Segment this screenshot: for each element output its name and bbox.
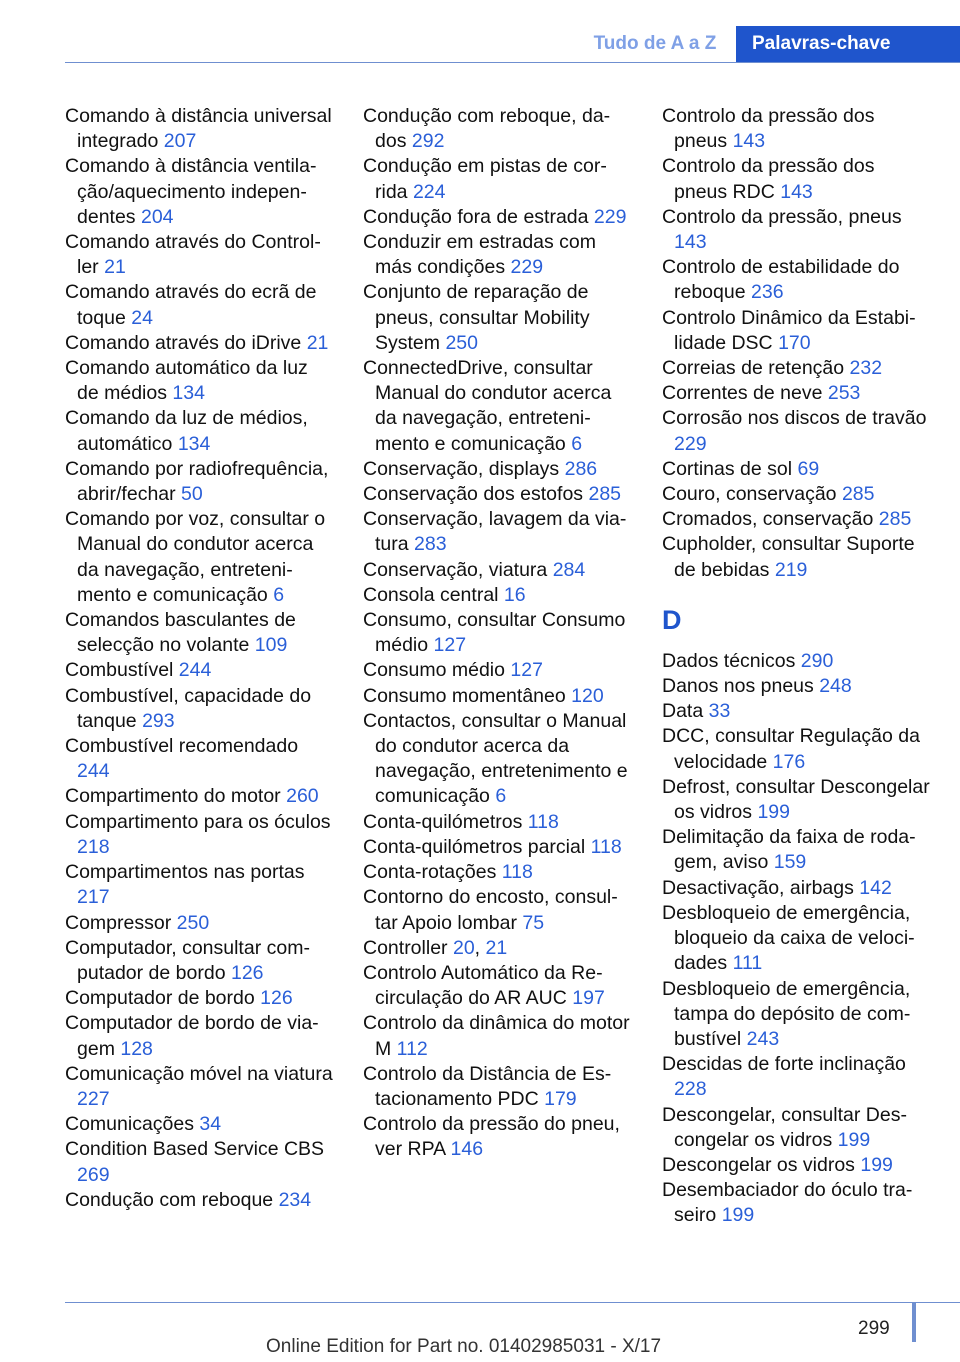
page-link[interactable]: 16: [503, 583, 526, 606]
index-entry: [662, 699, 930, 724]
index-entry-text: Conta-quilómetros: [363, 810, 523, 833]
index-entry-text: Comando da luz de médios, automático: [65, 407, 308, 455]
page-link[interactable]: 269: [77, 1163, 110, 1186]
index-entry: [662, 406, 930, 456]
page-link[interactable]: 6: [273, 583, 285, 606]
index-entry: [65, 507, 333, 608]
index-entry: [363, 507, 631, 557]
index-entry-text: Controller: [363, 936, 448, 959]
page-link[interactable]: 111: [732, 952, 763, 975]
index-entry: [65, 1137, 333, 1187]
index-entry: [65, 1062, 333, 1112]
index-entry: [363, 835, 631, 860]
index-entry: [662, 507, 930, 532]
index-entry-text: Condition Based Service CBS: [65, 1138, 325, 1161]
index-entry-text: Consumo, consultar Consumo médio: [363, 609, 626, 657]
index-entry-text: Comandos basculantes de selecção no volante: [65, 609, 296, 657]
index-entry: [65, 154, 333, 230]
index-entry: [65, 1011, 333, 1061]
index-entry: [363, 961, 631, 1011]
page-link[interactable]: 143: [674, 231, 707, 254]
index-entry: [363, 457, 631, 482]
index-entry-text: Conta-quilómetros parcial: [363, 835, 586, 858]
index-entry-text: Controlo da dinâmica do motor M: [363, 1012, 630, 1060]
index-entry-text: Compressor: [65, 911, 172, 934]
page-link[interactable]: 218: [77, 835, 110, 858]
page-link[interactable]: 34: [199, 1113, 222, 1136]
page-link[interactable]: 118: [590, 835, 622, 858]
index-entry-text: Descongelar, consultar Descongelar os vidros: [662, 1103, 907, 1151]
index-entry-text: Condução com reboque: [65, 1188, 274, 1211]
edition-text: Online Edition for Part no. 01402985031 - X/17: [266, 1336, 662, 1357]
index-entry: [65, 406, 333, 456]
page-link[interactable]: 217: [77, 886, 110, 909]
index-entry: [662, 457, 930, 482]
page-link[interactable]: 293: [142, 709, 175, 732]
page-link[interactable]: 207: [163, 130, 197, 153]
page-link[interactable]: 227: [77, 1087, 110, 1110]
index-entry-text: Controlo de estabilidade do reboque: [662, 256, 900, 304]
index-entry-text: Controlo da Distância de Estacionamento PDC: [363, 1062, 612, 1110]
index-entry: [65, 784, 333, 809]
page-link[interactable]: 6: [571, 432, 583, 455]
index-entry: [65, 860, 333, 910]
index-entry-text: Controlo Automático da Recirculação do AR AUC: [363, 961, 603, 1010]
index-entry-text: Delimitação da faixa de rodagem, aviso: [662, 826, 916, 874]
index-entry-text: Conservação, lavagem da viatura: [363, 508, 627, 556]
index-entry-text: Cromados, conservação: [662, 508, 874, 531]
index-entry: [363, 104, 631, 154]
page-link[interactable]: 33: [708, 700, 731, 723]
index-entry: [65, 104, 333, 154]
index-entry-text: Compartimento do motor: [65, 785, 281, 808]
index-entry-text: Corrosão nos discos de travão: [662, 407, 927, 430]
header-rule: [65, 62, 960, 63]
index-entry: [662, 154, 930, 204]
index-entry-text: Contactos, consultar o Manual do condutor acerca da navegação, entretenimento e comunicação: [363, 709, 628, 808]
index-entry-text: Combustível recomendado: [65, 735, 299, 758]
page-link[interactable]: 292: [411, 130, 445, 153]
index-entry: [662, 977, 930, 1053]
index-entry-text: Couro, conservação: [662, 483, 837, 506]
index-entry: [65, 1188, 333, 1213]
page-link[interactable]: 197: [572, 987, 605, 1010]
index-entry-text: Defrost, consultar Descongelar os vidros: [662, 775, 930, 824]
index-entry-text: Controlo da pressão do pneu, ver RPA: [363, 1113, 620, 1161]
index-entry: [363, 1062, 631, 1112]
header-active-tab[interactable]: Palavras-chave: [736, 26, 960, 62]
index-entry-text: Descidas de forte inclinação: [662, 1053, 906, 1076]
index-entry-text: Comando à distância ventilação/aquecimento independentes: [65, 155, 317, 228]
page-link[interactable]: 229: [593, 205, 627, 228]
index-entry-text: Conjunto de reparação de pneus, consultar Mobility System: [363, 281, 590, 354]
index-entry: [363, 1112, 631, 1162]
page-link[interactable]: 260: [286, 785, 319, 808]
index-entry: [363, 583, 631, 608]
page-link[interactable]: 286: [564, 457, 598, 480]
index-entry: [363, 482, 631, 507]
index-entry: [662, 205, 930, 255]
page-link[interactable]: 50: [181, 483, 203, 506]
index-column-3: [662, 104, 930, 1229]
index-entry: [363, 558, 631, 583]
page-link[interactable]: 127: [510, 659, 543, 682]
index-entry-text: Cortinas de sol: [662, 457, 793, 480]
index-entry-text: Computador de bordo de viagem: [65, 1012, 319, 1060]
index-entry-text: Comando por voz, consultar o Manual do condutor acerca da navegação, entretenimento e comunicação: [65, 508, 326, 606]
index-entry: [662, 104, 930, 154]
index-column-2: [363, 104, 631, 1163]
page-link[interactable]: 159: [773, 851, 807, 874]
index-entry: [363, 885, 631, 935]
index-entry: [662, 306, 930, 356]
page-link[interactable]: 69: [797, 457, 820, 480]
index-entry: [65, 810, 333, 860]
page-link[interactable]: 118: [527, 810, 559, 833]
header-section-tab[interactable]: Tudo de A a Z: [593, 33, 717, 54]
page-link[interactable]: 285: [588, 483, 622, 506]
page-link[interactable]: 134: [172, 382, 205, 405]
page-link[interactable]: 199: [757, 801, 790, 824]
index-entry: [662, 724, 930, 774]
page-link[interactable]: 250: [445, 331, 478, 354]
index-entry-text: Comando através do iDrive: [65, 331, 302, 354]
page-link[interactable]: 199: [721, 1204, 755, 1227]
index-entry-text: Computador de bordo: [65, 987, 255, 1010]
page-link[interactable]: 127: [433, 634, 467, 657]
index-entry: [662, 674, 930, 699]
page-link[interactable]: 253: [827, 382, 861, 405]
index-entry: [363, 1011, 631, 1061]
index-column-1: [65, 104, 333, 1213]
page-link[interactable]: 234: [278, 1188, 312, 1211]
index-entry: [662, 876, 930, 901]
footer-marker: [912, 1302, 916, 1342]
index-entry-text: Controlo da pressão dos pneus RDC: [662, 155, 875, 203]
page-link[interactable]: 229: [674, 432, 707, 455]
page-link[interactable]: 21: [104, 256, 126, 279]
index-entry-text: Condução em pistas de corrida: [363, 155, 607, 203]
page-number: 299: [858, 1318, 890, 1339]
page-link[interactable]: 118: [501, 861, 533, 884]
index-entry: [662, 255, 930, 305]
index-entry: [363, 154, 631, 204]
index-entry-text: Conservação dos estofos: [363, 483, 584, 506]
index-entry: [662, 775, 930, 825]
index-entry-text: Comando através do Controller: [65, 231, 321, 279]
page-link[interactable]: 204: [140, 205, 174, 228]
index-entry: [662, 901, 930, 977]
index-entry-text: Consumo momentâneo: [363, 684, 566, 707]
index-entry-text: Correias de retenção: [662, 357, 845, 380]
page-link[interactable]: 285: [878, 508, 912, 531]
page-link[interactable]: 21: [485, 936, 508, 959]
index-entry-text: Controlo da pressão, pneus: [662, 205, 902, 228]
index-entry: [662, 356, 930, 381]
page-link[interactable]: 250: [176, 911, 210, 934]
page-link[interactable]: 24: [131, 306, 153, 329]
page-link[interactable]: 199: [860, 1153, 893, 1176]
index-entry-text: DCC, consultar Regulação da velocidade: [662, 725, 920, 773]
index-entry-text: Contorno do encosto, consultar Apoio lombar: [363, 886, 618, 934]
index-entry: [662, 1178, 930, 1228]
page-link[interactable]: 75: [522, 911, 545, 934]
index-entry: [363, 230, 631, 280]
index-entry-text: Desactivação, airbags: [662, 876, 854, 899]
page-link[interactable]: 229: [510, 256, 544, 279]
index-entry-text: Dados técnicos: [662, 649, 796, 672]
page-link[interactable]: 21: [306, 331, 329, 354]
index-entry: [662, 649, 930, 674]
page-link[interactable]: 244: [178, 659, 212, 682]
page-link[interactable]: 20: [452, 936, 475, 959]
page-link[interactable]: 290: [800, 649, 834, 672]
index-entry-text: Data: [662, 700, 704, 723]
index-entry-text: Comando através do ecrã de toque: [65, 281, 317, 329]
index-entry-text: Comunicação móvel na viatura: [65, 1062, 333, 1085]
index-entry-text: Danos nos pneus: [662, 675, 814, 698]
page-link[interactable]: 126: [230, 961, 264, 984]
page-link[interactable]: 109: [254, 634, 288, 657]
index-entry: [65, 936, 333, 986]
index-entry: [363, 709, 631, 810]
index-entry-text: Controlo da pressão dos pneus: [662, 105, 875, 153]
page-link[interactable]: 243: [746, 1027, 780, 1050]
index-entry-text: Descongelar os vidros: [662, 1153, 855, 1176]
page-link[interactable]: 146: [450, 1138, 484, 1161]
index-entry: [662, 1153, 930, 1178]
index-entry: [662, 825, 930, 875]
page-link[interactable]: 143: [780, 180, 813, 203]
index-entry-text: Combustível, capacidade do tanque: [65, 684, 312, 732]
index-entry-text: Conservação, viatura: [363, 558, 548, 581]
index-entry-text: Comando automático da luz de médios: [65, 357, 308, 405]
page-link[interactable]: 283: [414, 533, 447, 556]
page-link[interactable]: 143: [732, 130, 766, 153]
index-entry-text: Correntes de neve: [662, 382, 823, 405]
index-entry-text: Condução com reboque, dados: [363, 105, 611, 153]
page-link[interactable]: 170: [778, 331, 811, 354]
index-entry: [65, 911, 333, 936]
index-entry-text: Conduzir em estradas com más condições: [363, 231, 597, 279]
index-entry: [65, 986, 333, 1011]
index-entry-text: Compartimentos nas portas: [65, 861, 305, 884]
index-entry: [363, 860, 631, 885]
page-link[interactable]: 134: [177, 432, 211, 455]
index-entry-text: Condução fora de estrada: [363, 205, 589, 228]
index-entry: [65, 734, 333, 784]
index-entry-text: Conservação, displays: [363, 457, 560, 480]
page-link[interactable]: 236: [751, 281, 784, 304]
index-entry-text: ConnectedDrive, consultar Manual do condutor acerca da navegação, entretenimento e comunicação: [363, 357, 612, 455]
index-entry: [363, 810, 631, 835]
index-entry: [65, 1112, 333, 1137]
index-entry-text: Desbloqueio de emergência, bloqueio da caixa de velocidades: [662, 901, 915, 975]
index-entry: [363, 658, 631, 683]
index-entry: [662, 1052, 930, 1102]
index-entry-text: Desembaciador do óculo traseiro: [662, 1179, 913, 1227]
index-entry: [363, 684, 631, 709]
index-entry: [662, 532, 930, 582]
index-entry-text: Conta-rotações: [363, 861, 497, 884]
index-entry-text: Compartimento para os óculos: [65, 810, 331, 833]
page-link[interactable]: 285: [841, 483, 875, 506]
index-letter-heading: D: [662, 604, 682, 635]
page-link[interactable]: 228: [674, 1078, 707, 1101]
index-entry-text: Comando à distância universal integrado: [65, 105, 332, 153]
index-entry: [662, 482, 930, 507]
page-link[interactable]: 126: [260, 987, 293, 1010]
index-entry-text: Comunicações: [65, 1113, 194, 1136]
index-entry: [65, 230, 333, 280]
page-link[interactable]: 248: [819, 675, 852, 698]
page-link[interactable]: 6: [495, 785, 507, 808]
index-entry: [363, 608, 631, 658]
index-entry: [65, 457, 333, 507]
page-link[interactable]: 224: [412, 180, 446, 203]
index-entry-text: Controlo Dinâmico da Estabilidade DSC: [662, 306, 916, 354]
page-link[interactable]: 142: [859, 876, 892, 899]
page-link[interactable]: 179: [544, 1087, 577, 1110]
page-link[interactable]: 199: [837, 1128, 871, 1151]
index-entry: [363, 205, 631, 230]
index-entry: [363, 356, 631, 457]
index-entry-text: Consola central: [363, 583, 499, 606]
index-entry: Controller 20, 21: [363, 936, 508, 959]
index-entry: [65, 356, 333, 406]
page-link[interactable]: 232: [849, 357, 883, 380]
index-entry-text: Computador, consultar computador de bordo: [65, 936, 310, 984]
index-entry: [363, 280, 631, 356]
index-entry-text: Comando por radiofrequência, abrir/fechar: [65, 457, 329, 506]
page-link[interactable]: 244: [77, 760, 110, 783]
index-entry-text: Cupholder, consultar Suporte de bebidas: [662, 533, 915, 581]
page-link[interactable]: 120: [571, 684, 604, 707]
index-entry-text: Combustível: [65, 659, 174, 682]
page-link[interactable]: 284: [552, 558, 586, 581]
index-entry: [65, 608, 333, 658]
page-link[interactable]: 112: [396, 1037, 428, 1060]
page-link[interactable]: 176: [772, 750, 806, 773]
page-link[interactable]: 219: [774, 558, 808, 581]
index-entry: [662, 381, 930, 406]
index-entry: [662, 1103, 930, 1153]
index-entry: [65, 280, 333, 330]
index-entry: [65, 331, 333, 356]
index-entry-text: Consumo médio: [363, 659, 505, 682]
index-entry: [65, 658, 333, 683]
index-entry-text: Desbloqueio de emergência, tampa do depósito de combustível: [662, 977, 911, 1050]
footer-rule: [65, 1302, 960, 1303]
index-entry: [65, 684, 333, 734]
page-link[interactable]: 128: [120, 1037, 153, 1060]
